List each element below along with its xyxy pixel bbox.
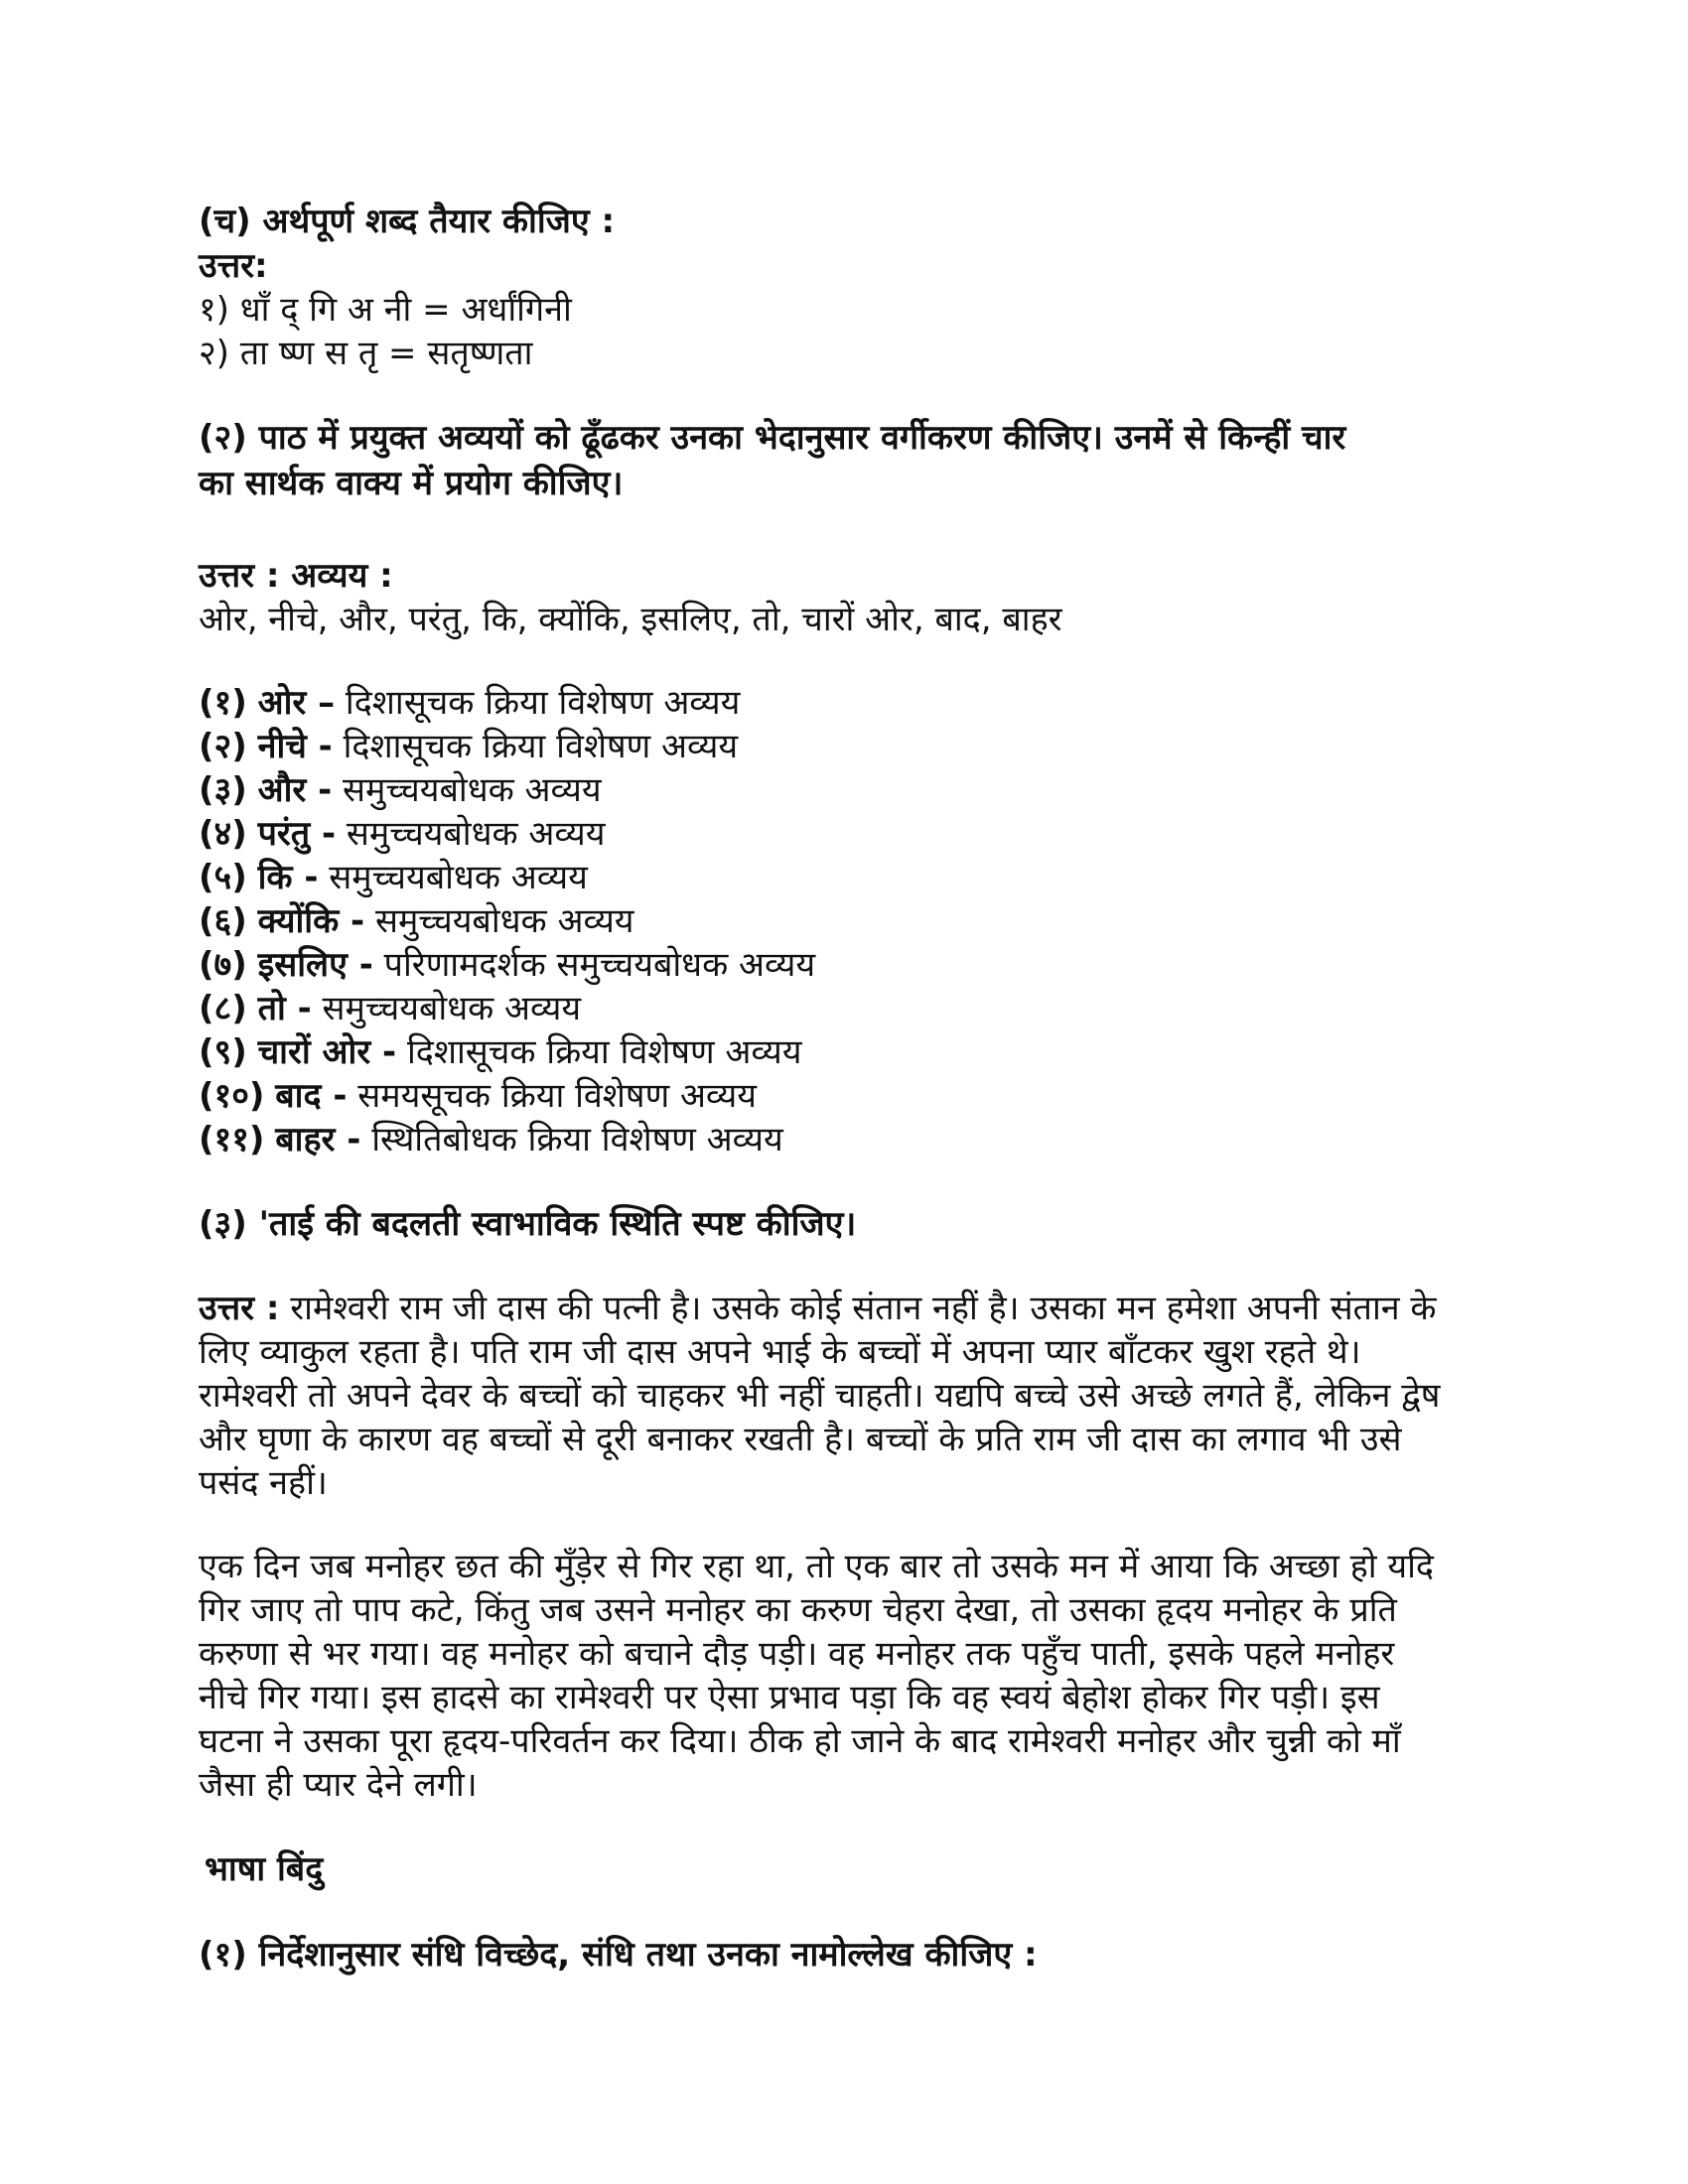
list-item xyxy=(199,856,1509,899)
list-item-description: समुच्चयबोधक अव्यय xyxy=(336,814,606,854)
section-cha-line-2: २) ता ष्ण स तृ = सतृष्णता xyxy=(199,334,533,373)
question-2 xyxy=(199,415,1509,1161)
list-item xyxy=(199,899,1509,943)
list-item-description: स्थितिबोधक क्रिया विशेषण अव्यय xyxy=(360,1120,783,1160)
list-item-number: (१) xyxy=(199,683,247,723)
list-item-term: तो - xyxy=(257,989,312,1028)
list-item-description: समुच्चयबोधक अव्यय xyxy=(364,901,634,941)
question-2-answer-list: ओर, नीचे, और, परंतु, कि, क्योंकि, इसलिए, तो, चारों ओर, बाद, बाहर xyxy=(199,600,1062,639)
question-2-answer-label: उत्तर : अव्यय : xyxy=(199,556,393,596)
list-item xyxy=(199,943,1509,987)
list-item-term: इसलिए - xyxy=(257,945,373,985)
list-item xyxy=(199,812,1509,856)
list-item-description: दिशासूचक क्रिया विशेषण अव्यय xyxy=(396,1032,802,1072)
list-item xyxy=(199,1030,1509,1074)
question-2-heading-line-2: का सार्थक वाक्य में प्रयोग कीजिए। xyxy=(199,464,624,503)
question-3-answer-label: उत्तर : xyxy=(199,1289,280,1328)
paragraph-line: एक दिन जब मनोहर छत की मुँड़ेर से गिर रहा था, तो एक बार तो उसके मन में आया कि अच्छा हो यदि xyxy=(199,1547,1434,1586)
paragraph-line: लिए व्याकुल रहता है। पति राम जी दास अपने भाई के बच्चों में अपना प्यार बाँटकर खुश रहते थे। xyxy=(199,1332,1361,1372)
list-item-term: बाद - xyxy=(275,1076,348,1116)
section-cha-heading: (च) अर्थपूर्ण शब्द तैयार कीजिए : xyxy=(199,202,616,241)
list-item-term: कि - xyxy=(257,858,319,897)
list-item-description: दिशासूचक क्रिया विशेषण अव्यय xyxy=(335,683,741,723)
list-item xyxy=(199,1074,1509,1118)
question-3-paragraph-2 xyxy=(199,1545,1509,1807)
list-item-number: (६) xyxy=(199,901,247,941)
paragraph-line: और घृणा के कारण वह बच्चों से दूरी बनाकर रखती है। बच्चों के प्रति राम जी दास का लगाव भी उसे xyxy=(199,1420,1402,1459)
list-item-description: परिणामदर्शक समुच्चयबोधक अव्यय xyxy=(372,945,816,985)
list-item-number: (७) xyxy=(199,945,247,985)
question-2-heading-line-1: (२) पाठ में प्रयुक्त अव्ययों को ढूँढकर उनका भेदानुसार वर्गीकरण कीजिए। उनमें से किन्हीं चार xyxy=(199,418,1346,458)
question-3 xyxy=(199,1201,1509,1807)
list-item xyxy=(199,768,1509,812)
list-item-term: ओर – xyxy=(257,683,336,723)
paragraph-line: रामेश्वरी राम जी दास की पत्नी है। उसके कोई संतान नहीं है। उसका मन हमेशा अपनी संतान के xyxy=(279,1289,1437,1328)
list-item xyxy=(199,1118,1509,1161)
list-item-number: (३) xyxy=(199,770,247,810)
list-item-term: परंतु - xyxy=(257,814,337,854)
avyay-list xyxy=(199,681,1509,1161)
bhasha-bindu-question-1: (१) निर्देशानुसार संधि विच्छेद, संधि तथा उनका नामोल्लेख कीजिए : xyxy=(199,1935,1038,1975)
list-item-description: समुच्चयबोधक अव्यय xyxy=(318,858,588,897)
paragraph-line: रामेश्वरी तो अपने देवर के बच्चों को चाहकर भी नहीं चाहती। यद्यपि बच्चे उसे अच्छे लगते हैं, लेकिन द्वेष xyxy=(199,1376,1441,1416)
paragraph-line: पसंद नहीं। xyxy=(199,1463,328,1503)
list-item xyxy=(199,681,1509,725)
section-cha-answer-label: उत्तर: xyxy=(199,246,268,286)
list-item xyxy=(199,987,1509,1030)
section-cha-line-1: १) धाँ द् गि अ नी = अर्धांगिनी xyxy=(199,290,572,330)
list-item-number: (८) xyxy=(199,989,247,1028)
list-item-term: क्योंकि - xyxy=(257,901,365,941)
list-item-number: (५) xyxy=(199,858,247,897)
question-3-paragraph-1 xyxy=(199,1287,1509,1505)
bhasha-bindu-section xyxy=(199,1846,1509,1978)
list-item-term: और - xyxy=(257,770,333,810)
list-item-description: दिशासूचक क्रिया विशेषण अव्यय xyxy=(332,727,739,766)
list-item-number: (२) xyxy=(199,727,247,766)
list-item-term: बाहर - xyxy=(275,1120,361,1160)
paragraph-line: गिर जाए तो पाप कटे, किंतु जब उसने मनोहर का करुण चेहरा देखा, तो उसका हृदय मनोहर के प्रति xyxy=(199,1590,1397,1630)
list-item xyxy=(199,725,1509,768)
section-cha xyxy=(199,199,1509,375)
list-item-number: (१०) xyxy=(199,1076,265,1116)
paragraph-line: जैसा ही प्यार देने लगी। xyxy=(199,1765,478,1805)
bhasha-bindu-heading: भाषा बिंदु xyxy=(205,1849,324,1889)
paragraph-line: करुणा से भर गया। वह मनोहर को बचाने दौड़ पड़ी। वह मनोहर तक पहुँच पाती, इसके पहले मनोहर xyxy=(199,1634,1395,1674)
paragraph-line: नीचे गिर गया। इस हादसे का रामेश्वरी पर ऐसा प्रभाव पड़ा कि वह स्वयं बेहोश होकर गिर पड़ी। इस xyxy=(199,1678,1380,1717)
list-item-number: (४) xyxy=(199,814,247,854)
list-item-term: चारों ओर - xyxy=(257,1032,397,1072)
document-page xyxy=(199,199,1509,1978)
list-item-description: समयसूचक क्रिया विशेषण अव्यय xyxy=(347,1076,758,1116)
list-item-description: समुच्चयबोधक अव्यय xyxy=(311,989,582,1028)
list-item-description: समुच्चयबोधक अव्यय xyxy=(332,770,602,810)
paragraph-line: घटना ने उसका पूरा हृदय-परिवर्तन कर दिया। ठीक हो जाने के बाद रामेश्वरी मनोहर और चुन्नी को माँ xyxy=(199,1721,1401,1761)
list-item-number: (९) xyxy=(199,1032,247,1072)
list-item-number: (११) xyxy=(199,1120,265,1160)
list-item-term: नीचे - xyxy=(257,727,333,766)
question-3-heading: (३) 'ताई की बदलती स्वाभाविक स्थिति स्पष्ट कीजिए। xyxy=(199,1204,857,1244)
